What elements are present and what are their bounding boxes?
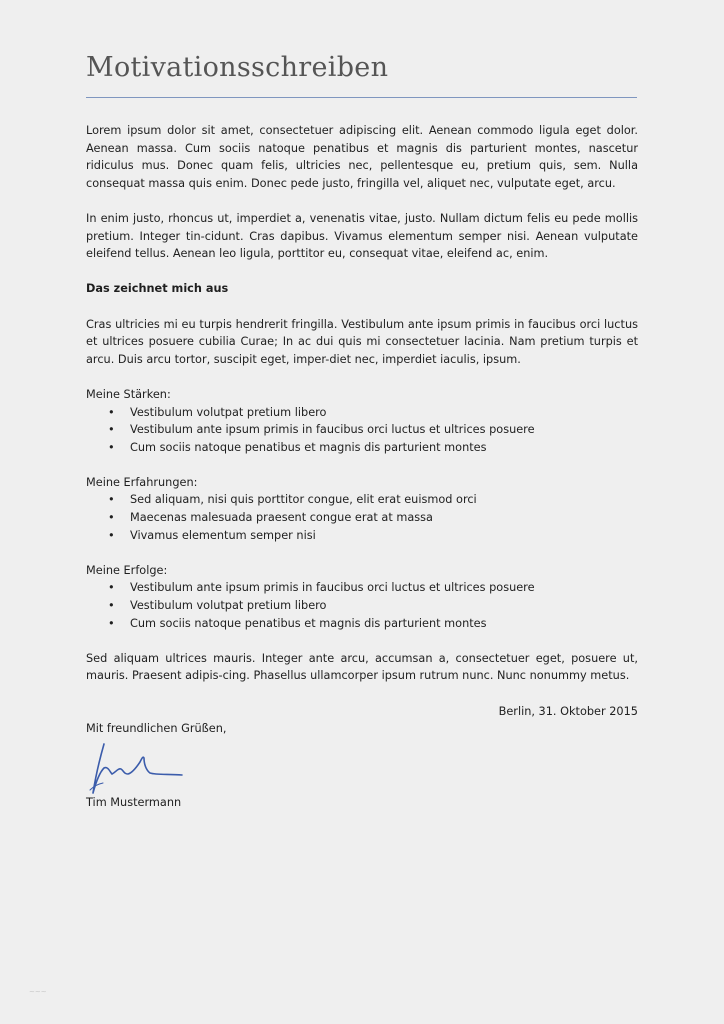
paragraph-closing: Sed aliquam ultrices mauris. Integer ante arcu, accumsan a, consectetuer eget, posuere ut, mauris. Praesent adipis-cing. Phasellus ullamcorper ipsum rutrum nunc. Nunc nonummy metus. bbox=[86, 651, 638, 683]
list-item: • Sed aliquam, nisi quis porttitor congue, elit erat euismod orci bbox=[86, 491, 638, 509]
strengths-list bbox=[86, 404, 638, 457]
signer-name: Tim Mustermann bbox=[86, 796, 182, 809]
paragraph-intro: Lorem ipsum dolor sit amet, consectetuer adipiscing elit. Aenean commodo ligula eget dolor. Aenean massa. Cum sociis natoque penatibus et magnis dis parturient montes, nascetur ridiculus mus. Donec quam felis, ultricies nec, pellentesque eu, pretium quis, sem. Nulla consequat massa quis enim. Donec pede justo, fringilla vel, aliquet nec, vulputate eget, arcu. bbox=[86, 124, 638, 190]
list-item: • Cum sociis natoque penatibus et magnis dis parturient montes bbox=[86, 439, 638, 457]
paragraph-second: In enim justo, rhoncus ut, imperdiet a, venenatis vitae, justo. Nullam dictum felis eu pede mollis pretium. Integer tin-cidunt. Cras dapibus. Vivamus elementum semper nisi. Aenean vulputate eleifend tellus. Aenean leo ligula, porttitor eu, consequat vitae, eleifend ac, enim. bbox=[86, 211, 638, 261]
paragraph-third: Cras ultricies mi eu turpis hendrerit fringilla. Vestibulum ante ipsum primis in faucibus orci luctus et ultrices posuere cubilia Curae; In ac dui quis mi consectetuer lacinia. Nam pretium turpis et arcu. Duis arcu tortor, suscipit eget, imper-diet nec, imperdiet iaculis, ipsum. bbox=[86, 317, 638, 366]
list-item: • Vivamus elementum semper nisi bbox=[86, 527, 638, 545]
list-item: • Vestibulum volutpat pretium libero bbox=[86, 597, 638, 615]
experience-label: Meine Erfahrungen: bbox=[86, 475, 198, 489]
title-rule bbox=[86, 97, 637, 98]
strengths-label: Meine Stärken: bbox=[86, 387, 171, 401]
page-title: Motivationsschreiben bbox=[86, 52, 389, 83]
list-item: • Maecenas malesuada praesent congue erat at massa bbox=[86, 509, 638, 527]
signature-image bbox=[86, 738, 196, 798]
list-item: • Cum sociis natoque penatibus et magnis dis parturient montes bbox=[86, 615, 638, 633]
list-item: • Vestibulum volutpat pretium libero bbox=[86, 404, 638, 422]
letter-body bbox=[86, 122, 638, 738]
page-mark: ~~~ bbox=[29, 988, 47, 996]
list-item: • Vestibulum ante ipsum primis in faucibus orci luctus et ultrices posuere bbox=[86, 421, 638, 439]
section-heading: Das zeichnet mich aus bbox=[86, 282, 229, 296]
successes-list bbox=[86, 579, 638, 632]
date-line: Berlin, 31. Oktober 2015 bbox=[498, 704, 638, 718]
experience-list bbox=[86, 491, 638, 544]
successes-label: Meine Erfolge: bbox=[86, 563, 168, 577]
list-item: • Vestibulum ante ipsum primis in faucibus orci luctus et ultrices posuere bbox=[86, 579, 638, 597]
salutation: Mit freundlichen Grüßen, bbox=[86, 722, 227, 736]
